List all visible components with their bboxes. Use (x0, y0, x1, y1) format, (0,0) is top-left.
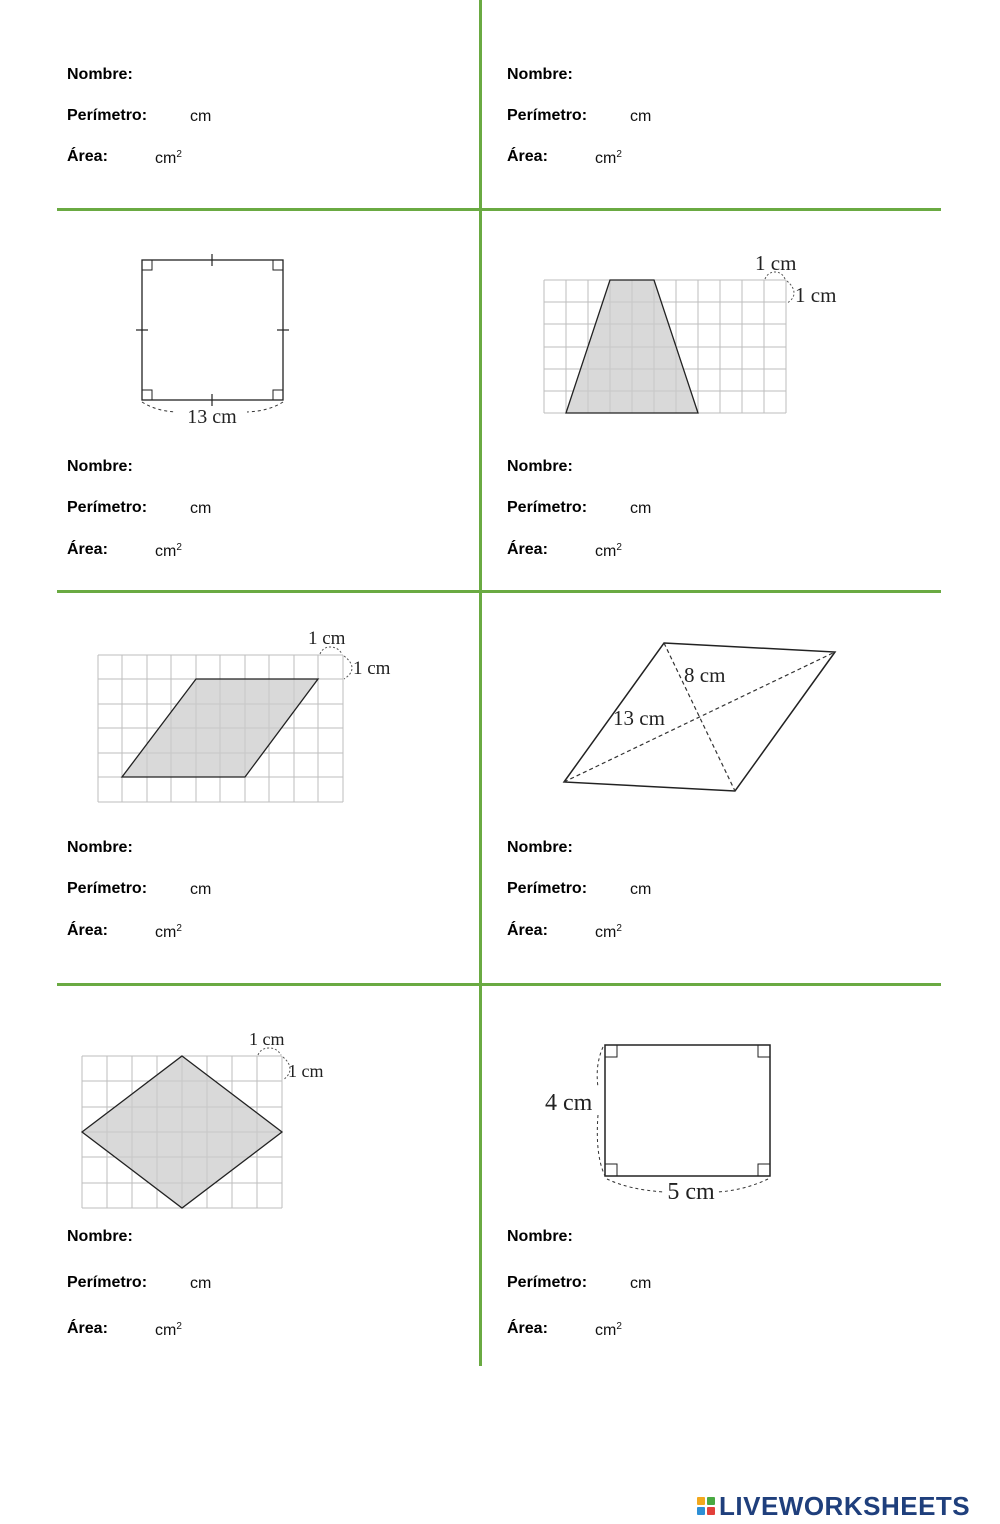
grid-unit-label: 1 cm (308, 628, 346, 649)
name-label: Nombre: (67, 1228, 133, 1245)
brand-name: LIVEWORKSHEETS (719, 1490, 971, 1521)
perimeter-unit: cm (190, 881, 212, 898)
diagonal-short-label: 8 cm (684, 663, 726, 687)
trapezoid-figure (540, 245, 860, 425)
width-label: 5 cm (667, 1179, 715, 1205)
logo-mark-icon (697, 1497, 715, 1515)
name-label: Nombre: (507, 1228, 573, 1245)
perimeter-label: Perímetro: (507, 107, 588, 124)
area-label: Área: (507, 148, 548, 165)
area-label: Área: (67, 148, 108, 165)
area-label: Área: (507, 541, 548, 558)
name-label: Nombre: (67, 458, 133, 475)
grid-unit-label: 1 cm (249, 1029, 285, 1049)
area-unit: $cm^2$ (595, 149, 622, 167)
name-label: Nombre: (507, 458, 573, 475)
area-unit: $cm^2$ (155, 149, 182, 167)
horizontal-divider (57, 590, 941, 593)
square-side-label: 13 cm (187, 406, 237, 428)
horizontal-divider (57, 208, 941, 211)
area-unit: $cm^2$ (155, 1321, 182, 1339)
rhombus-grid-figure (78, 1025, 348, 1218)
liveworksheets-logo (697, 1489, 970, 1523)
square-figure (120, 245, 310, 440)
area-label: Área: (67, 541, 108, 558)
area-label: Área: (507, 922, 548, 939)
perimeter-label: Perímetro: (67, 1274, 148, 1291)
grid-unit-label: 1 cm (288, 1061, 324, 1081)
vertical-divider (479, 0, 482, 1366)
area-label: Área: (67, 1320, 108, 1337)
name-label: Nombre: (67, 66, 133, 83)
grid-unit-label: 1 cm (353, 658, 391, 679)
perimeter-label: Perímetro: (67, 880, 148, 897)
height-label: 4 cm (545, 1090, 593, 1116)
perimeter-unit: cm (630, 1275, 652, 1292)
perimeter-label: Perímetro: (67, 499, 148, 516)
area-unit: $cm^2$ (155, 542, 182, 560)
area-unit: $cm^2$ (595, 542, 622, 560)
perimeter-label: Perímetro: (507, 880, 588, 897)
area-unit: $cm^2$ (595, 1321, 622, 1339)
parallelogram-figure (92, 622, 412, 812)
perimeter-unit: cm (630, 881, 652, 898)
perimeter-unit: cm (630, 500, 652, 517)
perimeter-unit: cm (190, 500, 212, 517)
grid-unit-label: 1 cm (755, 251, 797, 275)
perimeter-label: Perímetro: (507, 499, 588, 516)
perimeter-label: Perímetro: (507, 1274, 588, 1291)
perimeter-unit: cm (630, 108, 652, 125)
diagonal-long-label: 13 cm (613, 706, 665, 730)
rectangle-figure (540, 1035, 785, 1212)
area-label: Área: (507, 1320, 548, 1337)
grid-unit-label: 1 cm (795, 283, 837, 307)
name-label: Nombre: (67, 839, 133, 856)
rhombus-diagonals-figure (555, 635, 845, 805)
perimeter-unit: cm (190, 1275, 212, 1292)
perimeter-label: Perímetro: (67, 107, 148, 124)
name-label: Nombre: (507, 839, 573, 856)
area-unit: $cm^2$ (595, 923, 622, 941)
area-unit: $cm^2$ (155, 923, 182, 941)
horizontal-divider (57, 983, 941, 986)
perimeter-unit: cm (190, 108, 212, 125)
area-label: Área: (67, 922, 108, 939)
name-label: Nombre: (507, 66, 573, 83)
